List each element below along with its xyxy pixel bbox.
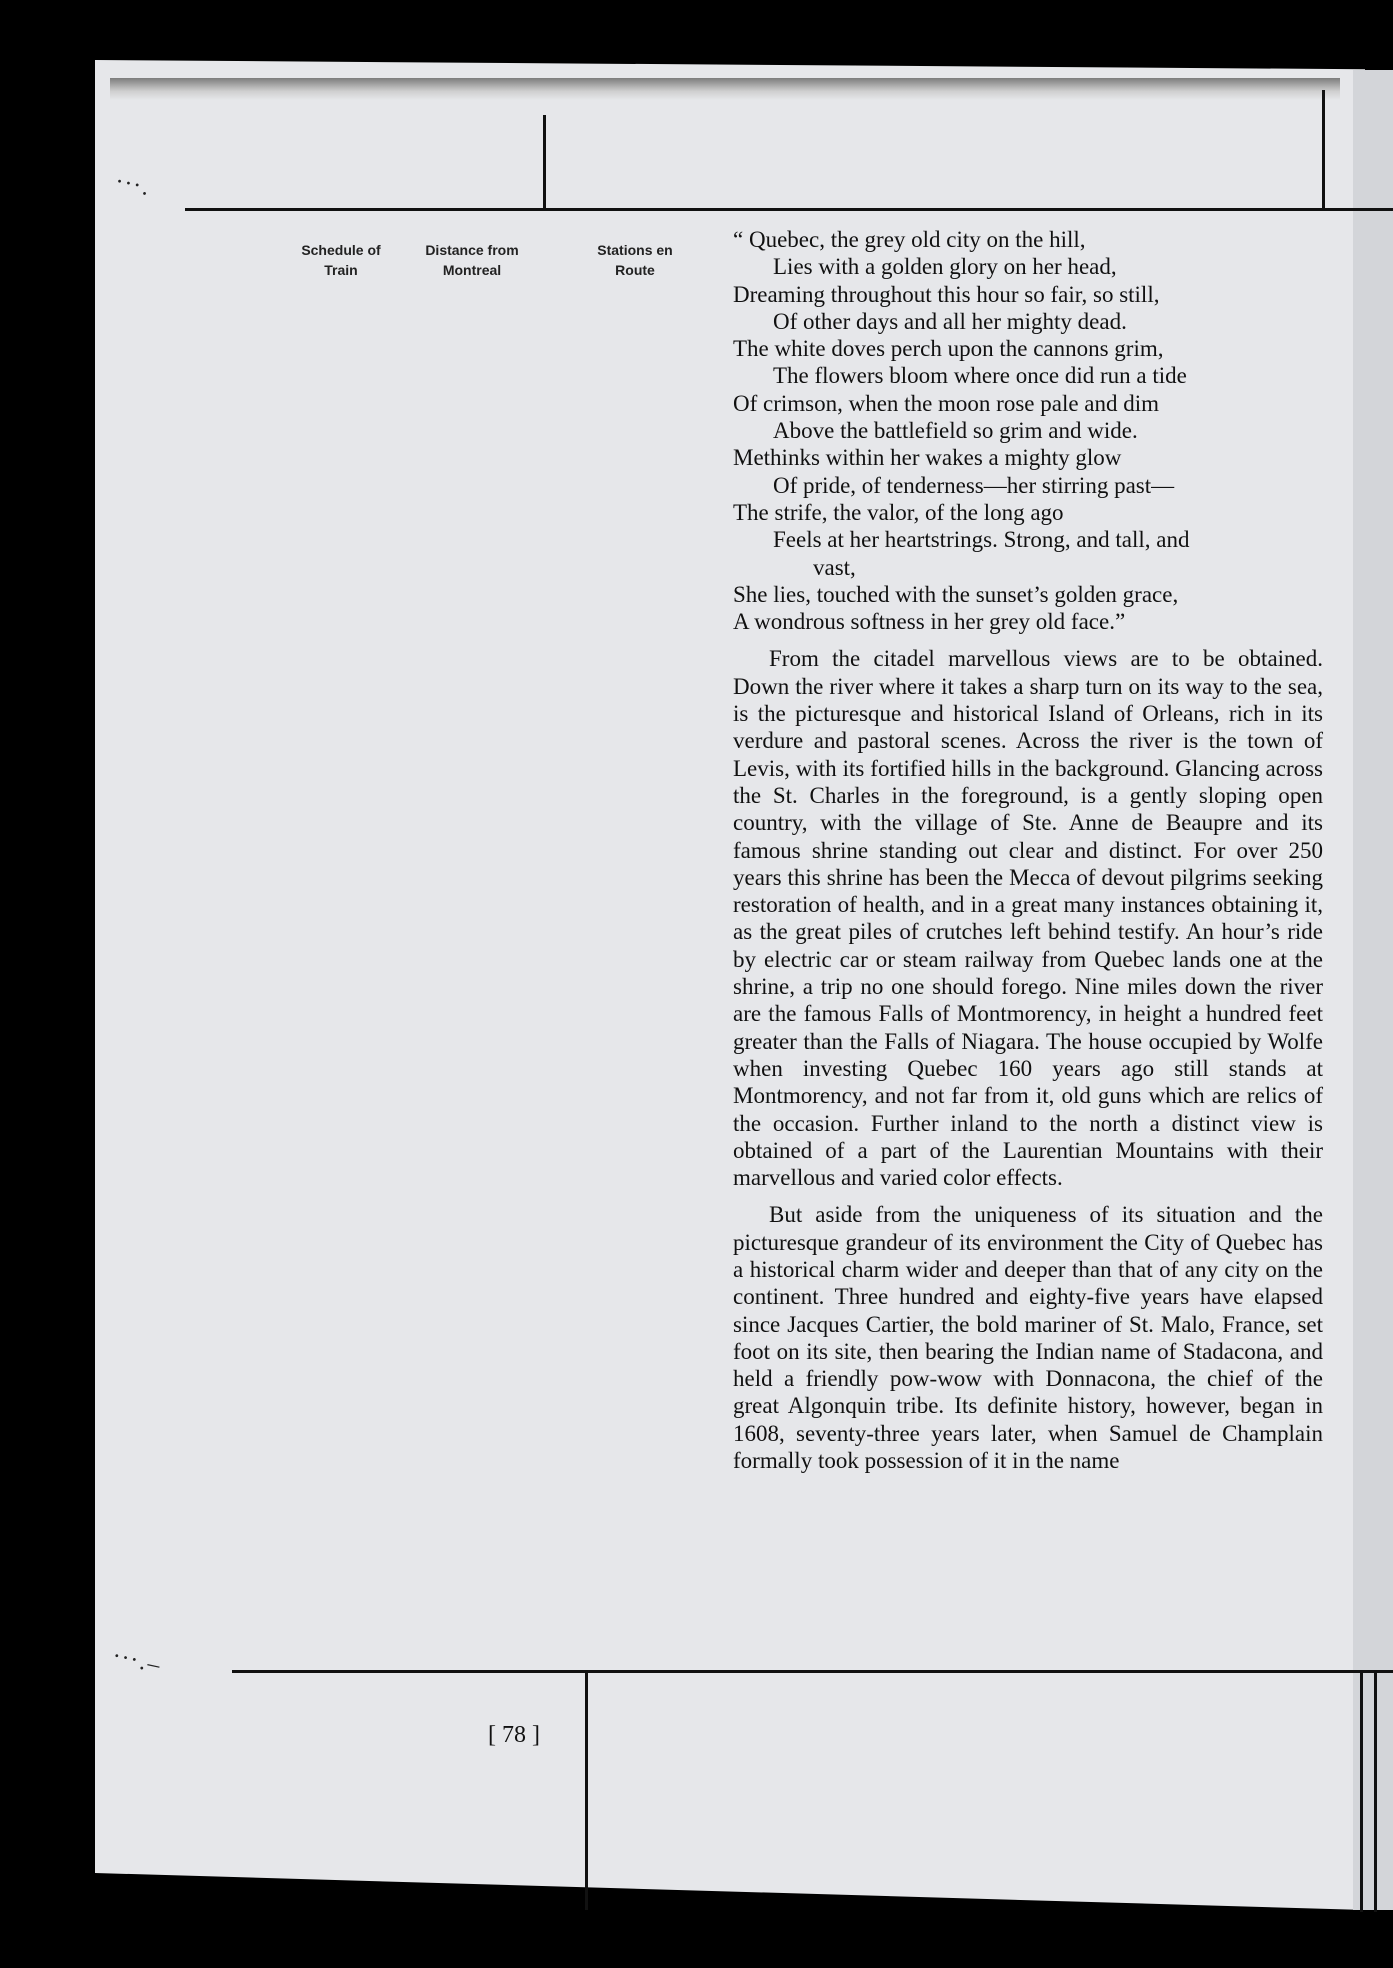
poem-line: “ Quebec, the grey old city on the hill, bbox=[733, 227, 1086, 252]
poem-line: Of pride, of tenderness—her stirring past— bbox=[773, 472, 1175, 498]
header-distance-line2: Montreal bbox=[442, 262, 502, 278]
poem-line: vast, bbox=[813, 554, 856, 580]
poem-line: A wondrous softness in her grey old face.” bbox=[733, 609, 1126, 635]
header-schedule-line1: Schedule of bbox=[301, 242, 381, 258]
column-divider-top bbox=[543, 115, 546, 210]
footer-rule bbox=[232, 1670, 1393, 1673]
header-schedule-line2: Train bbox=[324, 262, 358, 278]
scan-edge-shadow bbox=[110, 78, 1340, 100]
poem-line: Of crimson, when the moon rose pale and dim bbox=[733, 390, 1160, 416]
header-schedule bbox=[296, 240, 386, 280]
header-stations bbox=[580, 240, 690, 280]
right-border-bottom-2 bbox=[1374, 1672, 1377, 1912]
poem-line: Above the battlefield so grim and wide. bbox=[773, 418, 1138, 444]
right-border-bottom bbox=[1360, 1672, 1363, 1912]
poem-line: Dreaming throughout this hour so fair, so still, bbox=[733, 281, 1160, 307]
paragraph-citadel-views: From the citadel marvellous views are to be obtained. Down the river where it takes a sharp turn on its way to the sea, is the picturesque and historical Island of Orleans, rich in its verdure and pastoral scenes. Across the river is the town of Levis, with its fortified hills in the background. Glancing across the St. Charles in the foreground, is a gently sloping open country, with the village of Ste. Anne de Beaupre and its famous shrine standing out clear and distinct. For over 250 years this shrine has been the Mecca of devout pilgrims seeking restoration of health, and in a great many instances obtaining it, as the great piles of crutches left behind testify. An hour’s ride by electric car or steam railway from Quebec lands one at the shrine, a trip no one should forego. Nine miles down the river are the famous Falls of Montmorency, in height a hundred feet greater than the Falls of Niagara. The house occupied by Wolfe when investing Quebec 160 years ago still stands at Montmorency, and not far from it, old guns which are relics of the occasion. Further inland to the north a distinct view is obtained of a part of the Laurentian Mountains with their marvellous and varied color effects. bbox=[733, 646, 1323, 1191]
header-distance bbox=[412, 240, 532, 280]
paragraph-quebec-history: But aside from the uniqueness of its situation and the picturesque grandeur of its environment the City of Quebec has a historical charm wider and deeper than that of any city on the continent. Three hundred and eighty-five years have elapsed since Jacques Cartier, the bold mariner of St. Malo, France, set foot on its site, then bearing the Indian name of Stadacona, and held a friendly pow-wow with Donnacona, the chief of the great Algonquin tribe. Its definite history, however, began in 1608, seventy-three years later, when Samuel de Champlain formally took possession of it in the name bbox=[733, 1202, 1323, 1474]
margin-mark-bottom: ·∙·.– bbox=[109, 1643, 165, 1679]
poem-line: Methinks within her wakes a mighty glow bbox=[733, 445, 1122, 471]
margin-mark-top: ·∙·. bbox=[112, 168, 154, 202]
right-border-top bbox=[1322, 90, 1325, 210]
poem-line: The white doves perch upon the cannons grim, bbox=[733, 336, 1164, 362]
poem-line: She lies, touched with the sunset’s golden grace, bbox=[733, 581, 1179, 607]
poem-line: Lies with a golden glory on her head, bbox=[773, 254, 1117, 280]
header-distance-line1: Distance from bbox=[425, 242, 519, 258]
poem-line: Of other days and all her mighty dead. bbox=[773, 308, 1127, 334]
poem-line: Feels at her heartstrings. Strong, and tall, and bbox=[773, 527, 1190, 553]
next-page-edge bbox=[1353, 70, 1393, 1910]
header-stations-line1: Stations en bbox=[597, 242, 673, 258]
header-rule bbox=[185, 208, 1393, 211]
page-number: [ 78 ] bbox=[488, 1722, 540, 1748]
poem-line: The flowers bloom where once did run a tide bbox=[773, 363, 1187, 389]
header-stations-line2: Route bbox=[615, 262, 655, 278]
poem bbox=[733, 226, 1323, 635]
body-text bbox=[733, 226, 1323, 1474]
column-divider-bottom bbox=[585, 1672, 588, 1910]
poem-line: The strife, the valor, of the long ago bbox=[733, 499, 1064, 525]
